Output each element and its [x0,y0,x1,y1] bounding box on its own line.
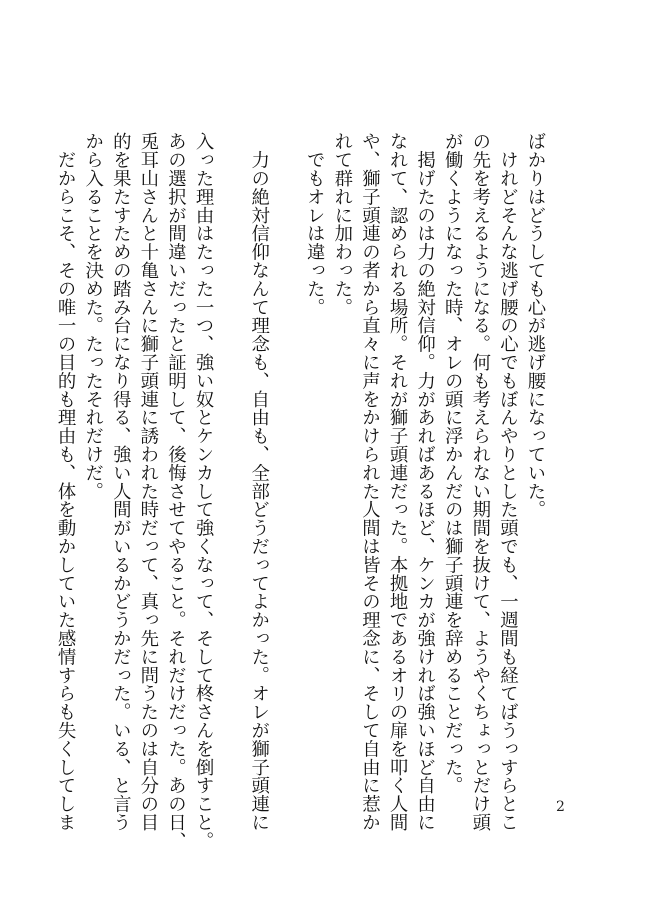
text-column-16: だからこそ、その唯一の目的も理由も、体を動かしていた感情すらも失くしてしま [55,132,77,832]
text-column-11: 入った理由はたった一つ、強い奴とケンカして強くなって、そして柊さんを倒すこと。 [193,132,215,850]
text-column-8: れて群れに加わった。 [331,132,353,316]
page-number: 2 [556,799,565,815]
text-column-7: や、獅子頭連の者から直々に声をかけられた人間は皆その理念に、そして自由に惹か [359,132,381,832]
text-column-4: が働くようになった時、オレの頭に浮かんだのは獅子頭連を辞めることだった。 [442,132,464,795]
text-column-14: 的を果たすための踏み台になり得る、強い人間がいるかどうかだった。いる、と言う [110,132,132,832]
text-column-2: けれどそんな逃げ腰の心でもぼんやりとした頭でも、一週間も経てばうっすらとこ [497,132,519,832]
text-column-6: なれて、認められる場所。それが獅子頭連だった。本拠地であるオリの扉を叩く人間 [387,132,409,832]
text-column-9: でもオレは違った。 [304,132,326,316]
text-column-10: 力の絶対信仰なんて理念も、自由も、全部どうだってよかった。オレが獅子頭連に [248,132,270,832]
vertical-text-body [52,132,550,850]
text-column-15: から入ることを決めた。たったそれだけだ。 [82,132,104,500]
text-column-1: ばかりはどうしても心が逃げ腰になっていた。 [525,132,546,519]
text-column-3: の先を考えるようになる。何も考えられない期間を抜けて、ようやくちょっとだけ頭 [469,132,491,832]
text-column-12: あの選択が間違いだったと証明して、後悔させてやること。それだけだった。あの日、 [165,132,187,850]
text-column-5: 掲げたのは力の絶対信仰。力があればあるほど、ケンカが強ければ強いほど自由に [414,132,436,832]
text-column-13: 兎耳山さんと十亀さんに獅子頭連に誘われた時だって、真っ先に問うたのは自分の目 [137,132,159,832]
